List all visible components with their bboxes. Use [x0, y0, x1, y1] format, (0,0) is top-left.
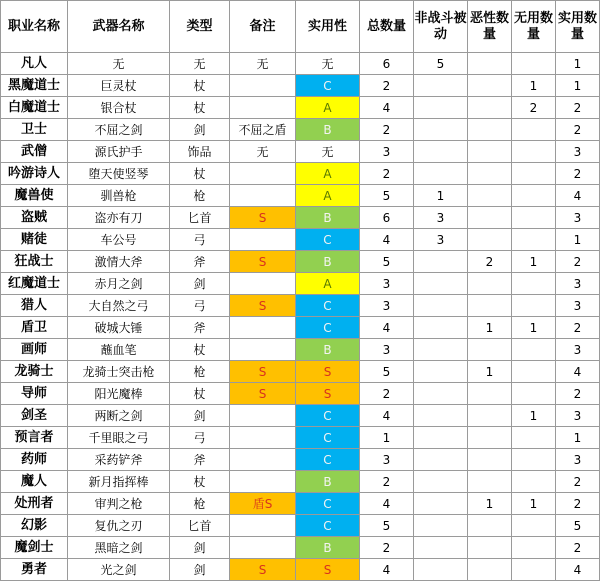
total-cell: 2	[360, 471, 414, 493]
bad-count-cell	[468, 405, 512, 427]
col-header-utility: 实用性	[296, 1, 360, 53]
total-cell: 3	[360, 141, 414, 163]
useful-count-cell: 3	[556, 295, 600, 317]
weapon-cell: 复仇之刃	[68, 515, 170, 537]
bad-count-cell	[468, 119, 512, 141]
note-cell	[230, 229, 296, 251]
type-cell: 杖	[170, 383, 230, 405]
weapon-cell: 无	[68, 53, 170, 75]
useful-count-cell: 3	[556, 405, 600, 427]
weapon-cell: 不屈之剑	[68, 119, 170, 141]
utility-cell: A	[296, 273, 360, 295]
weapon-cell: 源氏护手	[68, 141, 170, 163]
type-cell: 剑	[170, 405, 230, 427]
total-cell: 5	[360, 251, 414, 273]
total-cell: 5	[360, 515, 414, 537]
weapon-cell: 堕天使竖琴	[68, 163, 170, 185]
passive-cell	[414, 559, 468, 581]
note-cell: S	[230, 559, 296, 581]
useful-count-cell: 1	[556, 229, 600, 251]
passive-cell	[414, 75, 468, 97]
useless-count-cell: 1	[512, 317, 556, 339]
passive-cell	[414, 97, 468, 119]
total-cell: 4	[360, 229, 414, 251]
useless-count-cell: 1	[512, 75, 556, 97]
table-header	[1, 1, 600, 53]
useless-count-cell	[512, 163, 556, 185]
note-cell: S	[230, 251, 296, 273]
passive-cell	[414, 361, 468, 383]
table-row	[1, 141, 600, 163]
useless-count-cell	[512, 207, 556, 229]
weapon-cell: 盗亦有刀	[68, 207, 170, 229]
job-cell: 吟游诗人	[1, 163, 68, 185]
col-header-bad: 恶性数量	[468, 1, 512, 53]
type-cell: 斧	[170, 317, 230, 339]
utility-cell: C	[296, 317, 360, 339]
note-cell: S	[230, 383, 296, 405]
weapon-cell: 采药铲斧	[68, 449, 170, 471]
total-cell: 2	[360, 119, 414, 141]
weapon-cell: 黑暗之剑	[68, 537, 170, 559]
weapon-cell: 阳光魔棒	[68, 383, 170, 405]
type-cell: 枪	[170, 493, 230, 515]
job-cell: 魔剑士	[1, 537, 68, 559]
total-cell: 2	[360, 537, 414, 559]
note-cell	[230, 339, 296, 361]
bad-count-cell	[468, 141, 512, 163]
passive-cell	[414, 515, 468, 537]
note-cell	[230, 515, 296, 537]
job-cell: 导师	[1, 383, 68, 405]
table-row	[1, 515, 600, 537]
useless-count-cell	[512, 339, 556, 361]
bad-count-cell	[468, 229, 512, 251]
weapon-cell: 两断之剑	[68, 405, 170, 427]
total-cell: 3	[360, 273, 414, 295]
bad-count-cell	[468, 559, 512, 581]
useful-count-cell: 1	[556, 427, 600, 449]
total-cell: 4	[360, 559, 414, 581]
bad-count-cell: 1	[468, 317, 512, 339]
job-cell: 勇者	[1, 559, 68, 581]
type-cell: 枪	[170, 185, 230, 207]
total-cell: 5	[360, 361, 414, 383]
passive-cell	[414, 339, 468, 361]
type-cell: 剑	[170, 537, 230, 559]
job-cell: 龙骑士	[1, 361, 68, 383]
useful-count-cell: 3	[556, 273, 600, 295]
useless-count-cell	[512, 449, 556, 471]
col-header-note: 备注	[230, 1, 296, 53]
table-row	[1, 163, 600, 185]
note-cell	[230, 185, 296, 207]
utility-cell: B	[296, 537, 360, 559]
passive-cell	[414, 119, 468, 141]
note-cell	[230, 405, 296, 427]
job-cell: 魔兽使	[1, 185, 68, 207]
utility-cell: A	[296, 185, 360, 207]
passive-cell: 5	[414, 53, 468, 75]
job-cell: 药师	[1, 449, 68, 471]
utility-cell: C	[296, 75, 360, 97]
bad-count-cell: 1	[468, 493, 512, 515]
bad-count-cell	[468, 185, 512, 207]
job-cell: 画师	[1, 339, 68, 361]
job-cell: 武僧	[1, 141, 68, 163]
passive-cell	[414, 405, 468, 427]
useless-count-cell	[512, 119, 556, 141]
passive-cell	[414, 471, 468, 493]
useless-count-cell: 1	[512, 493, 556, 515]
type-cell: 弓	[170, 427, 230, 449]
utility-cell: A	[296, 163, 360, 185]
bad-count-cell: 2	[468, 251, 512, 273]
table-row	[1, 471, 600, 493]
note-cell: 不屈之盾	[230, 119, 296, 141]
utility-cell: B	[296, 339, 360, 361]
type-cell: 弓	[170, 295, 230, 317]
useful-count-cell: 3	[556, 141, 600, 163]
useless-count-cell: 1	[512, 251, 556, 273]
job-cell: 幻影	[1, 515, 68, 537]
total-cell: 4	[360, 405, 414, 427]
utility-cell: A	[296, 97, 360, 119]
useful-count-cell: 4	[556, 361, 600, 383]
table-row	[1, 427, 600, 449]
useless-count-cell: 1	[512, 405, 556, 427]
type-cell: 斧	[170, 449, 230, 471]
job-cell: 凡人	[1, 53, 68, 75]
bad-count-cell	[468, 383, 512, 405]
useful-count-cell: 2	[556, 383, 600, 405]
passive-cell	[414, 427, 468, 449]
note-cell	[230, 75, 296, 97]
type-cell: 斧	[170, 251, 230, 273]
total-cell: 6	[360, 207, 414, 229]
useless-count-cell: 2	[512, 97, 556, 119]
useful-count-cell: 3	[556, 339, 600, 361]
job-cell: 猎人	[1, 295, 68, 317]
useful-count-cell: 2	[556, 537, 600, 559]
utility-cell: S	[296, 559, 360, 581]
bad-count-cell: 1	[468, 361, 512, 383]
table-row	[1, 251, 600, 273]
utility-cell: C	[296, 449, 360, 471]
total-cell: 6	[360, 53, 414, 75]
passive-cell: 3	[414, 207, 468, 229]
useful-count-cell: 2	[556, 471, 600, 493]
note-cell	[230, 97, 296, 119]
utility-cell: S	[296, 383, 360, 405]
bad-count-cell	[468, 163, 512, 185]
total-cell: 2	[360, 383, 414, 405]
total-cell: 4	[360, 317, 414, 339]
total-cell: 4	[360, 493, 414, 515]
table-row	[1, 339, 600, 361]
passive-cell: 1	[414, 185, 468, 207]
type-cell: 杖	[170, 163, 230, 185]
useful-count-cell: 5	[556, 515, 600, 537]
type-cell: 剑	[170, 119, 230, 141]
job-cell: 预言者	[1, 427, 68, 449]
useless-count-cell	[512, 185, 556, 207]
type-cell: 杖	[170, 471, 230, 493]
weapon-cell: 激情大斧	[68, 251, 170, 273]
bad-count-cell	[468, 449, 512, 471]
weapon-cell: 破城大锤	[68, 317, 170, 339]
table-row	[1, 317, 600, 339]
weapon-cell: 光之剑	[68, 559, 170, 581]
job-cell: 盾卫	[1, 317, 68, 339]
table-row	[1, 449, 600, 471]
passive-cell	[414, 317, 468, 339]
useful-count-cell: 2	[556, 119, 600, 141]
useful-count-cell: 2	[556, 163, 600, 185]
passive-cell	[414, 163, 468, 185]
weapon-cell: 银合杖	[68, 97, 170, 119]
utility-cell: C	[296, 515, 360, 537]
bad-count-cell	[468, 295, 512, 317]
useful-count-cell: 1	[556, 75, 600, 97]
note-cell	[230, 427, 296, 449]
table-row	[1, 273, 600, 295]
passive-cell: 3	[414, 229, 468, 251]
weapon-cell: 新月指挥棒	[68, 471, 170, 493]
job-cell: 白魔道士	[1, 97, 68, 119]
weapon-cell: 大自然之弓	[68, 295, 170, 317]
table-row	[1, 559, 600, 581]
utility-cell: C	[296, 295, 360, 317]
table-row	[1, 53, 600, 75]
useful-count-cell: 2	[556, 317, 600, 339]
table-row	[1, 119, 600, 141]
table-row	[1, 537, 600, 559]
useless-count-cell	[512, 53, 556, 75]
job-cell: 赌徒	[1, 229, 68, 251]
note-cell: S	[230, 207, 296, 229]
note-cell: S	[230, 361, 296, 383]
total-cell: 3	[360, 449, 414, 471]
useless-count-cell	[512, 559, 556, 581]
total-cell: 5	[360, 185, 414, 207]
type-cell: 弓	[170, 229, 230, 251]
passive-cell	[414, 295, 468, 317]
bad-count-cell	[468, 97, 512, 119]
type-cell: 剑	[170, 559, 230, 581]
note-cell	[230, 537, 296, 559]
utility-cell: C	[296, 493, 360, 515]
total-cell: 1	[360, 427, 414, 449]
bad-count-cell	[468, 339, 512, 361]
job-cell: 剑圣	[1, 405, 68, 427]
weapon-cell: 龙骑士突击枪	[68, 361, 170, 383]
type-cell: 枪	[170, 361, 230, 383]
bad-count-cell	[468, 75, 512, 97]
bad-count-cell	[468, 471, 512, 493]
useful-count-cell: 3	[556, 449, 600, 471]
type-cell: 剑	[170, 273, 230, 295]
bad-count-cell	[468, 53, 512, 75]
passive-cell	[414, 493, 468, 515]
utility-cell: B	[296, 207, 360, 229]
bad-count-cell	[468, 515, 512, 537]
type-cell: 无	[170, 53, 230, 75]
note-cell: S	[230, 295, 296, 317]
type-cell: 匕首	[170, 207, 230, 229]
utility-cell: C	[296, 405, 360, 427]
job-cell: 盗贼	[1, 207, 68, 229]
useless-count-cell	[512, 427, 556, 449]
weapon-cell: 千里眼之弓	[68, 427, 170, 449]
note-cell	[230, 471, 296, 493]
total-cell: 2	[360, 163, 414, 185]
weapon-cell: 赤月之剑	[68, 273, 170, 295]
note-cell	[230, 273, 296, 295]
utility-cell: B	[296, 471, 360, 493]
type-cell: 杖	[170, 97, 230, 119]
table-row	[1, 493, 600, 515]
total-cell: 2	[360, 75, 414, 97]
table-row	[1, 185, 600, 207]
useless-count-cell	[512, 295, 556, 317]
col-header-passive: 非战斗被动	[414, 1, 468, 53]
table-body	[1, 53, 600, 581]
table-row	[1, 97, 600, 119]
utility-cell: C	[296, 427, 360, 449]
col-header-weapon: 武器名称	[68, 1, 170, 53]
table-row	[1, 383, 600, 405]
utility-cell: C	[296, 229, 360, 251]
useless-count-cell	[512, 273, 556, 295]
total-cell: 3	[360, 295, 414, 317]
job-cell: 处刑者	[1, 493, 68, 515]
useless-count-cell	[512, 361, 556, 383]
table-row	[1, 229, 600, 251]
type-cell: 杖	[170, 339, 230, 361]
weapon-cell: 驯兽枪	[68, 185, 170, 207]
note-cell	[230, 163, 296, 185]
job-cell: 狂战士	[1, 251, 68, 273]
type-cell: 匕首	[170, 515, 230, 537]
useful-count-cell: 1	[556, 53, 600, 75]
total-cell: 4	[360, 97, 414, 119]
useless-count-cell	[512, 229, 556, 251]
utility-cell: B	[296, 251, 360, 273]
table-row	[1, 295, 600, 317]
passive-cell	[414, 273, 468, 295]
useless-count-cell	[512, 515, 556, 537]
table-row	[1, 405, 600, 427]
bad-count-cell	[468, 537, 512, 559]
weapon-cell: 巨灵杖	[68, 75, 170, 97]
weapon-cell: 车公号	[68, 229, 170, 251]
utility-cell: S	[296, 361, 360, 383]
utility-cell: 无	[296, 53, 360, 75]
passive-cell	[414, 141, 468, 163]
bad-count-cell	[468, 273, 512, 295]
bad-count-cell	[468, 427, 512, 449]
note-cell	[230, 449, 296, 471]
bad-count-cell	[468, 207, 512, 229]
job-cell: 卫士	[1, 119, 68, 141]
passive-cell	[414, 383, 468, 405]
passive-cell	[414, 449, 468, 471]
header-row	[1, 1, 600, 53]
note-cell: 无	[230, 141, 296, 163]
useless-count-cell	[512, 537, 556, 559]
utility-cell: 无	[296, 141, 360, 163]
job-cell: 红魔道士	[1, 273, 68, 295]
useful-count-cell: 4	[556, 559, 600, 581]
useful-count-cell: 3	[556, 207, 600, 229]
useless-count-cell	[512, 471, 556, 493]
job-cell: 黑魔道士	[1, 75, 68, 97]
type-cell: 杖	[170, 75, 230, 97]
job-cell: 魔人	[1, 471, 68, 493]
utility-cell: B	[296, 119, 360, 141]
table-row	[1, 207, 600, 229]
weapon-cell: 审判之枪	[68, 493, 170, 515]
col-header-job: 职业名称	[1, 1, 68, 53]
note-cell	[230, 317, 296, 339]
type-cell: 饰品	[170, 141, 230, 163]
table-row	[1, 75, 600, 97]
useless-count-cell	[512, 383, 556, 405]
passive-cell	[414, 537, 468, 559]
total-cell: 3	[360, 339, 414, 361]
useful-count-cell: 2	[556, 493, 600, 515]
useless-count-cell	[512, 141, 556, 163]
useful-count-cell: 2	[556, 97, 600, 119]
useful-count-cell: 4	[556, 185, 600, 207]
col-header-type: 类型	[170, 1, 230, 53]
table-row	[1, 361, 600, 383]
col-header-useless: 无用数量	[512, 1, 556, 53]
note-cell: 盾S	[230, 493, 296, 515]
weapon-cell: 蘸血笔	[68, 339, 170, 361]
useful-count-cell: 2	[556, 251, 600, 273]
note-cell: 无	[230, 53, 296, 75]
passive-cell	[414, 251, 468, 273]
col-header-useful: 实用数量	[556, 1, 600, 53]
col-header-total: 总数量	[360, 1, 414, 53]
